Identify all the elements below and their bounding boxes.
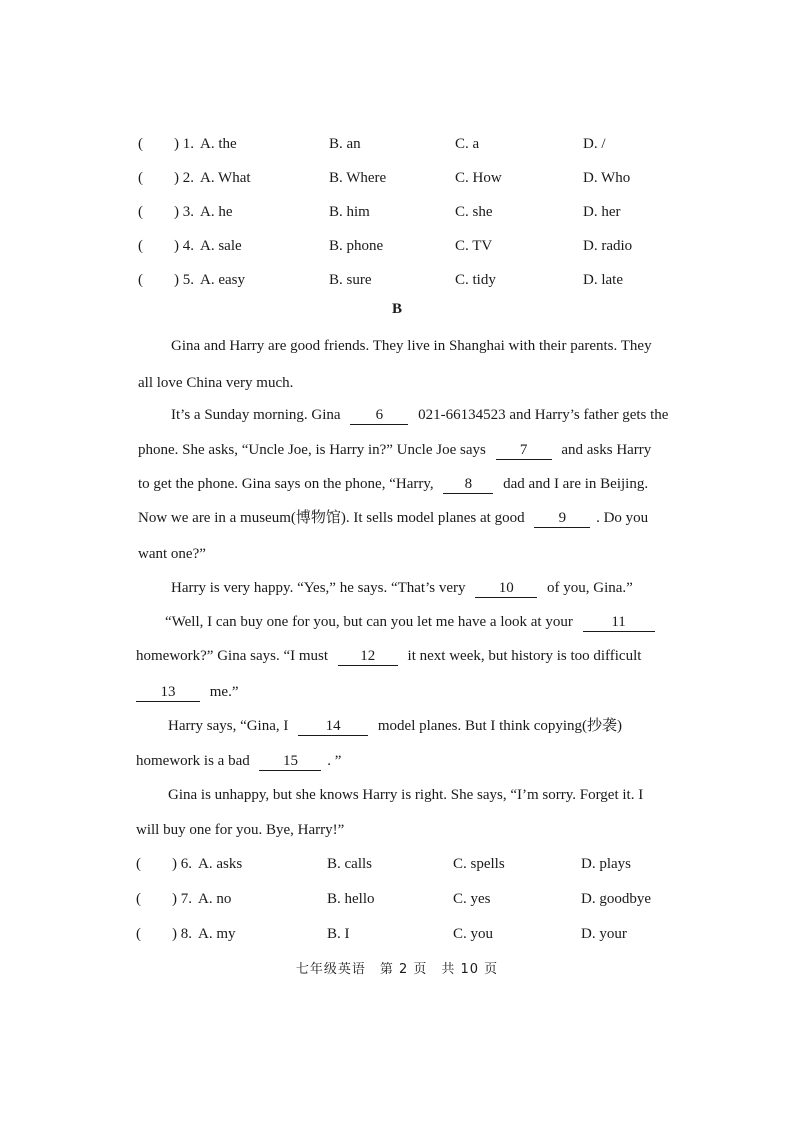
blank-9[interactable]: 9 xyxy=(534,509,590,528)
blank-10[interactable]: 10 xyxy=(475,579,537,598)
passage-line xyxy=(171,576,633,600)
answer-paren[interactable]: ( xyxy=(136,926,141,942)
option-d: D. radio xyxy=(583,238,633,254)
question-row-4 xyxy=(138,235,658,257)
option-c: C. TV xyxy=(455,238,493,254)
blank-8[interactable]: 8 xyxy=(443,475,493,494)
question-number: ) 3. xyxy=(174,204,194,220)
option-b: B. him xyxy=(329,204,370,220)
question-number: ) 6. xyxy=(172,856,192,872)
option-d: D. / xyxy=(583,136,606,152)
question-number: ) 2. xyxy=(174,170,194,186)
passage-line: want one?” xyxy=(138,546,206,562)
option-a: A. he xyxy=(200,204,233,220)
passage-line xyxy=(136,644,641,668)
passage-text: model planes. But I think copying(抄袭) xyxy=(377,718,623,734)
answer-paren[interactable]: ( xyxy=(138,136,143,152)
question-row-6 xyxy=(136,853,656,875)
option-c: C. a xyxy=(455,136,480,152)
option-a: A. no xyxy=(198,891,232,907)
question-row-2 xyxy=(138,167,658,189)
option-c: C. spells xyxy=(453,856,505,872)
option-c: C. she xyxy=(455,204,493,220)
option-b: B. phone xyxy=(329,238,384,254)
option-d: D. goodbye xyxy=(581,891,651,907)
option-d: D. Who xyxy=(583,170,631,186)
option-d: D. plays xyxy=(581,856,631,872)
option-b: B. I xyxy=(327,926,350,942)
answer-paren[interactable]: ( xyxy=(138,204,143,220)
question-row-1 xyxy=(138,133,658,155)
question-number: ) 7. xyxy=(172,891,192,907)
blank-6[interactable]: 6 xyxy=(350,406,408,425)
question-row-5 xyxy=(138,269,658,291)
passage-line xyxy=(136,680,238,704)
option-c: C. tidy xyxy=(455,272,496,288)
passage-line xyxy=(138,472,648,496)
option-d: D. your xyxy=(581,926,627,942)
option-a: A. sale xyxy=(200,238,242,254)
option-c: C. yes xyxy=(453,891,491,907)
option-a: A. the xyxy=(200,136,237,152)
passage-text: Harry is very happy. “Yes,” he says. “That’s very xyxy=(171,580,466,596)
option-b: B. calls xyxy=(327,856,372,872)
option-d: D. her xyxy=(583,204,621,220)
blank-7[interactable]: 7 xyxy=(496,441,552,460)
blank-12[interactable]: 12 xyxy=(338,647,398,666)
question-row-8 xyxy=(136,923,656,945)
answer-paren[interactable]: ( xyxy=(136,856,141,872)
passage-text: Harry says, “Gina, I xyxy=(168,718,289,734)
question-number: ) 1. xyxy=(174,136,194,152)
option-a: A. What xyxy=(200,170,251,186)
passage-line xyxy=(171,403,668,427)
question-number: ) 5. xyxy=(174,272,194,288)
answer-paren[interactable]: ( xyxy=(136,891,141,907)
passage-line: Gina is unhappy, but she knows Harry is right. She says, “I’m sorry. Forget it. I xyxy=(168,787,644,803)
passage-text: Now we are in a museum(博物馆). It sells model planes at good xyxy=(138,510,525,526)
option-d: D. late xyxy=(583,272,623,288)
passage-text: me.” xyxy=(209,684,239,700)
section-title: B xyxy=(391,301,402,317)
option-c: C. How xyxy=(455,170,502,186)
question-number: ) 8. xyxy=(172,926,192,942)
blank-14[interactable]: 14 xyxy=(298,717,368,736)
option-b: B. an xyxy=(329,136,361,152)
blank-13[interactable]: 13 xyxy=(136,683,200,702)
question-number: ) 4. xyxy=(174,238,194,254)
blank-11[interactable]: 11 xyxy=(583,613,655,632)
passage-line: will buy one for you. Bye, Harry!” xyxy=(136,822,345,838)
option-a: A. my xyxy=(198,926,236,942)
question-row-3 xyxy=(138,201,658,223)
passage-line xyxy=(138,506,648,530)
passage-text: to get the phone. Gina says on the phone, “Harry, xyxy=(138,476,434,492)
passage-text: homework is a bad xyxy=(136,753,250,769)
question-row-7 xyxy=(136,888,656,910)
option-a: A. asks xyxy=(198,856,243,872)
answer-paren[interactable]: ( xyxy=(138,170,143,186)
passage-text: it next week, but history is too difficult xyxy=(407,648,642,664)
passage-text: . Do you xyxy=(596,510,649,526)
passage-text: homework?” Gina says. “I must xyxy=(136,648,329,664)
passage-text: of you, Gina.” xyxy=(547,580,633,596)
blank-15[interactable]: 15 xyxy=(259,752,321,771)
option-b: B. hello xyxy=(327,891,375,907)
option-b: B. Where xyxy=(329,170,387,186)
passage-text: 021-66134523 and Harry’s father gets the xyxy=(418,407,669,423)
answer-paren[interactable]: ( xyxy=(138,238,143,254)
passage-line xyxy=(138,438,651,462)
option-a: A. easy xyxy=(200,272,245,288)
option-c: C. you xyxy=(453,926,494,942)
page-footer: 七年级英语 第 2 页 共 10 页 xyxy=(295,962,499,977)
passage-line xyxy=(165,610,655,634)
answer-paren[interactable]: ( xyxy=(138,272,143,288)
passage-text: It’s a Sunday morning. Gina xyxy=(171,407,341,423)
passage-text: and asks Harry xyxy=(561,442,652,458)
passage-line xyxy=(168,714,622,738)
passage-text: dad and I are in Beijing. xyxy=(503,476,649,492)
passage-text: phone. She asks, “Uncle Joe, is Harry in?” Uncle Joe says xyxy=(138,442,486,458)
passage-text: . ” xyxy=(327,753,342,769)
passage-text: “Well, I can buy one for you, but can you let me have a look at your xyxy=(165,614,573,630)
passage-line: Gina and Harry are good friends. They live in Shanghai with their parents. They xyxy=(171,338,652,354)
passage-line xyxy=(136,749,341,773)
option-b: B. sure xyxy=(329,272,372,288)
passage-line: all love China very much. xyxy=(138,375,294,391)
